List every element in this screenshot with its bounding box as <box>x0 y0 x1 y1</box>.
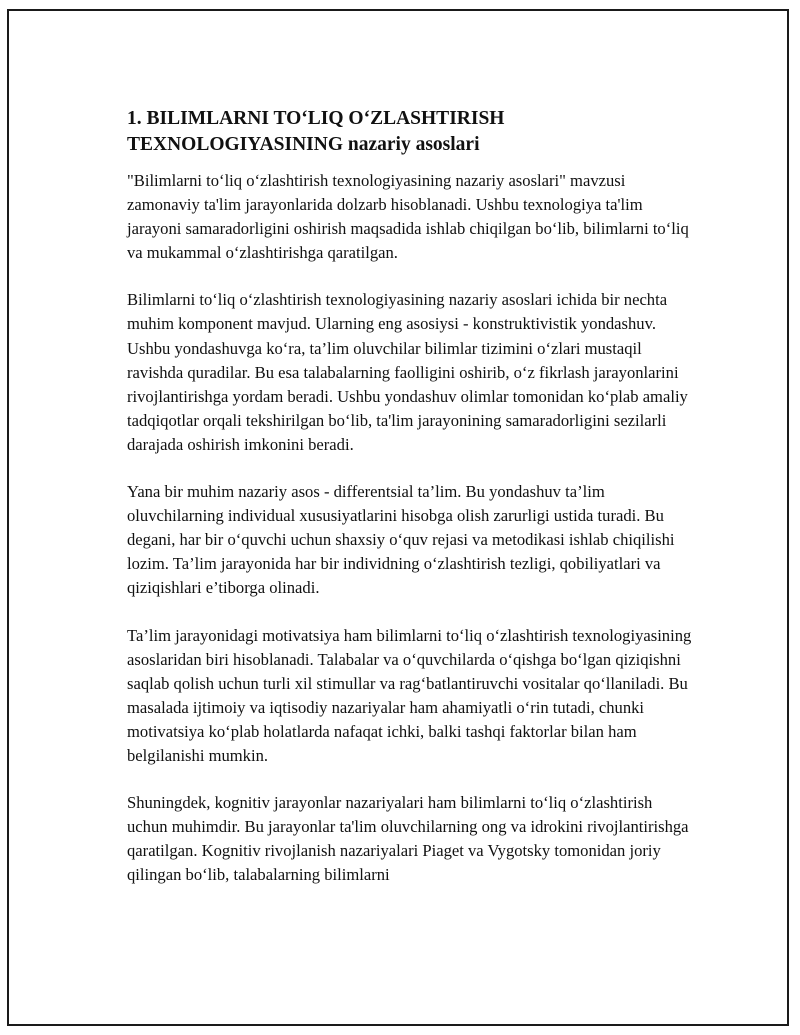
paragraph-1: "Bilimlarni to‘liq o‘zlashtirish texnologiyasining nazariy asoslari" mavzusi zamonaviy ta'lim jarayonlarida dolzarb hisoblanadi. Ushbu texnologiya ta'lim jarayoni samaradorligini oshirish maqsadida ishlab chiqilgan bo‘lib, bilimlarni to‘liq va mukammal o‘zlashtirishga qaratilgan. <box>127 171 689 263</box>
paragraph-3: Yana bir muhim nazariy asos - differentsial ta’lim. Bu yondashuv ta’lim oluvchilarning individual xususiyatlarini hisobga olish zarurligi ustida turadi. Bu degani, har bir o‘quvchi uchun shaxsiy o‘quv rejasi va metodikasi ishlab chiqilishi lozim. Ta’lim jarayonida har bir individning o‘zlashtirish tezligi, qobiliyatlari va qiziqishlari e’tiborga olinadi. <box>127 482 675 598</box>
paragraph-4: Ta’lim jarayonidagi motivatsiya ham bilimlarni to‘liq o‘zlashtirish texnologiyasining asoslaridan biri hisoblanadi. Talabalar va o‘quvchilarda o‘qishga bo‘lgan qiziqishni saqlab qolish uchun turli xil stimullar va rag‘batlantiruvchi vositalar qo‘llaniladi. Bu masalada ijtimoiy va iqtisodiy nazariyalar ham ahamiyatli o‘rin tutadi, chunki motivatsiya ko‘plab holatlarda nafaqat ichki, balki tashqi faktorlar bilan ham belgilanishi mumkin. <box>127 625 692 765</box>
paragraph-5: Shuningdek, kognitiv jarayonlar nazariyalari ham bilimlarni to‘liq o‘zlashtirish uchun muhimdir. Bu jarayonlar ta'lim oluvchilarning ong va idrokini rivojlantirishga qaratilgan. Kognitiv rivojlanish nazariyalari Piaget va Vygotsky tomonidan joriy qilingan bo‘lib, talabalarning bilimlarni <box>127 793 689 885</box>
page-frame <box>7 9 789 1026</box>
paragraph-2: Bilimlarni to‘liq o‘zlashtirish texnologiyasining nazariy asoslari ichida bir nechta muhim komponent mavjud. Ularning eng asosiysi - konstruktivistik yondashuv. Ushbu yondashuvga ko‘ra, ta’lim oluvchilar bilimlar tizimini o‘zlari mustaqil ravishda quradilar. Bu esa talabalarning faolligini oshirib, o‘z fikrlash jarayonlarini rivojlantirishga yordam beradi. Ushbu yondashuv olimlar tomonidan ko‘plab amaliy tadqiqotlar orqali tekshirilgan bo‘lib, ta'lim jarayonining samaradorligini sezilarli darajada oshirish imkonini beradi. <box>127 290 688 454</box>
document-body <box>127 106 697 910</box>
section-heading-line2: TEXNOLOGIYASINING nazariy asoslari <box>127 134 480 155</box>
section-heading <box>127 106 697 158</box>
section-heading-line1: 1. BILIMLARNI TO‘LIQ O‘ZLASHTIRISH <box>127 108 505 129</box>
